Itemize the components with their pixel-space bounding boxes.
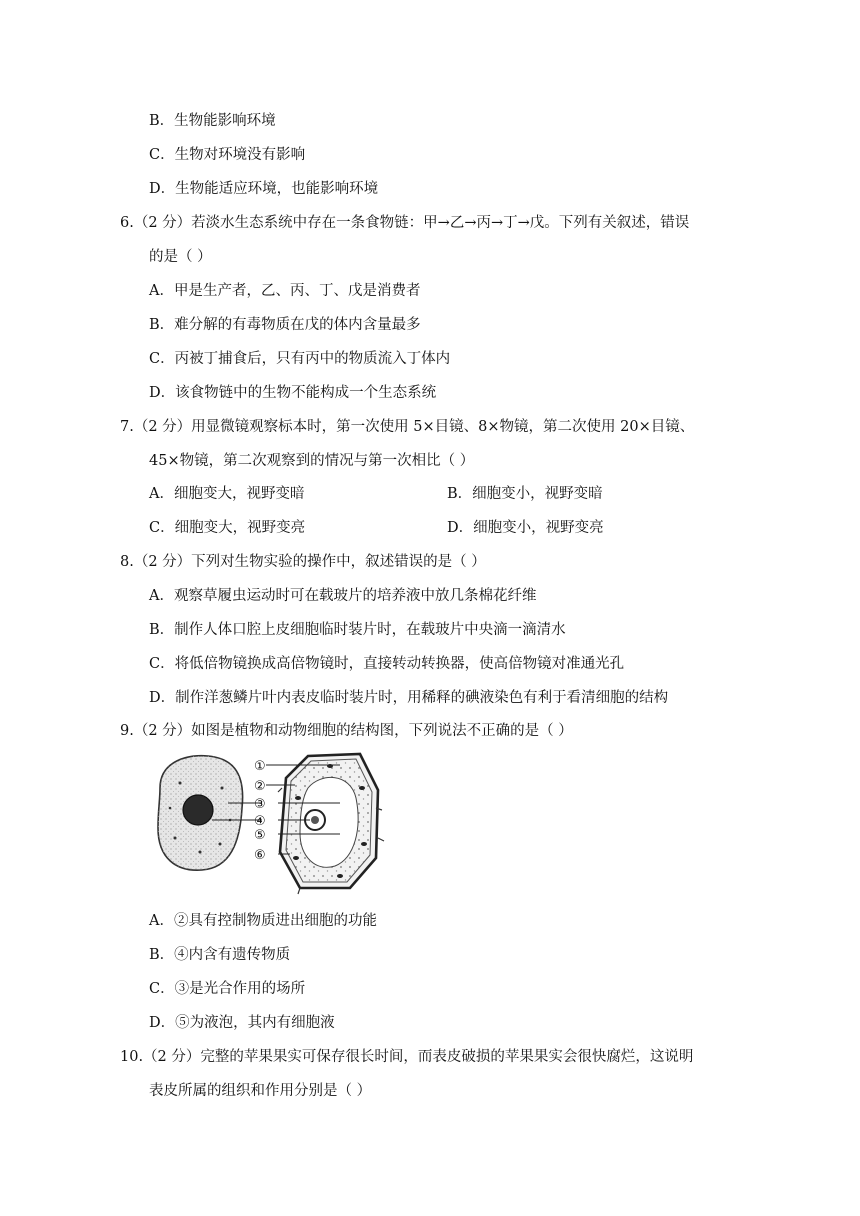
question-10: 10.（2 分）完整的苹果果实可保存很长时间，而表皮破损的苹果果实会很快腐烂，这说明 [120,1049,694,1065]
question-6-cont: 的是（ ） [149,249,212,265]
option-7a: A．细胞变大，视野变暗 [149,486,305,502]
question-8: 8.（2 分）下列对生物实验的操作中，叙述错误的是（ ） [120,554,486,570]
option-8c: C．将低倍物镜换成高倍物镜时，直接转动转换器，使高倍物镜对准通光孔 [149,656,625,672]
option-7d: D．细胞变小，视野变亮 [447,520,604,536]
animal-cell [158,756,243,871]
figure-label-6: ⑥ [254,848,266,863]
question-10-cont: 表皮所属的组织和作用分别是（ ） [149,1083,372,1099]
figure-label-1: ① [254,759,266,774]
cell-structure-figure [150,748,390,896]
option-5b: B．生物能影响环境 [149,113,276,129]
figure-label-2: ② [254,779,266,794]
option-7c: C．细胞变大，视野变亮 [149,520,306,536]
option-6d: D．该食物链中的生物不能构成一个生态系统 [149,385,437,401]
figure-label-5: ⑤ [254,828,266,843]
option-6c: C．丙被丁捕食后，只有丙中的物质流入丁体内 [149,351,451,367]
option-9d: D．⑤为液泡，其内有细胞液 [149,1015,335,1031]
question-7: 7.（2 分）用显微镜观察标本时，第一次使用 5×目镜、8×物镜，第二次使用 20×目镜、 [120,419,695,435]
option-9a: A．②具有控制物质进出细胞的功能 [149,913,377,929]
option-9b: B．④内含有遗传物质 [149,947,291,963]
question-9: 9.（2 分）如图是植物和动物细胞的结构图，下列说法不正确的是（ ） [120,723,573,739]
question-6: 6.（2 分）若淡水生态系统中存在一条食物链：甲→乙→丙→丁→戊。下列有关叙述，错误 [120,215,690,231]
figure-label-4: ④ [254,814,266,829]
option-5c: C．生物对环境没有影响 [149,147,306,163]
option-8a: A．观察草履虫运动时可在载玻片的培养液中放几条棉花纤维 [149,588,537,604]
plant-cell [278,754,384,894]
figure-label-3: ③ [254,797,266,812]
option-9c: C．③是光合作用的场所 [149,981,306,997]
option-8b: B．制作人体口腔上皮细胞临时装片时，在载玻片中央滴一滴清水 [149,622,566,638]
option-5d: D．生物能适应环境，也能影响环境 [149,181,379,197]
option-6b: B．难分解的有毒物质在戊的体内含量最多 [149,317,421,333]
cell-diagram [150,748,390,896]
option-6a: A．甲是生产者，乙、丙、丁、戊是消费者 [149,283,421,299]
option-8d: D．制作洋葱鳞片叶内表皮临时装片时，用稀释的碘液染色有利于看清细胞的结构 [149,690,669,706]
question-7-cont: 45×物镜，第二次观察到的情况与第一次相比（ ） [149,453,475,469]
option-7b: B．细胞变小，视野变暗 [447,486,603,502]
